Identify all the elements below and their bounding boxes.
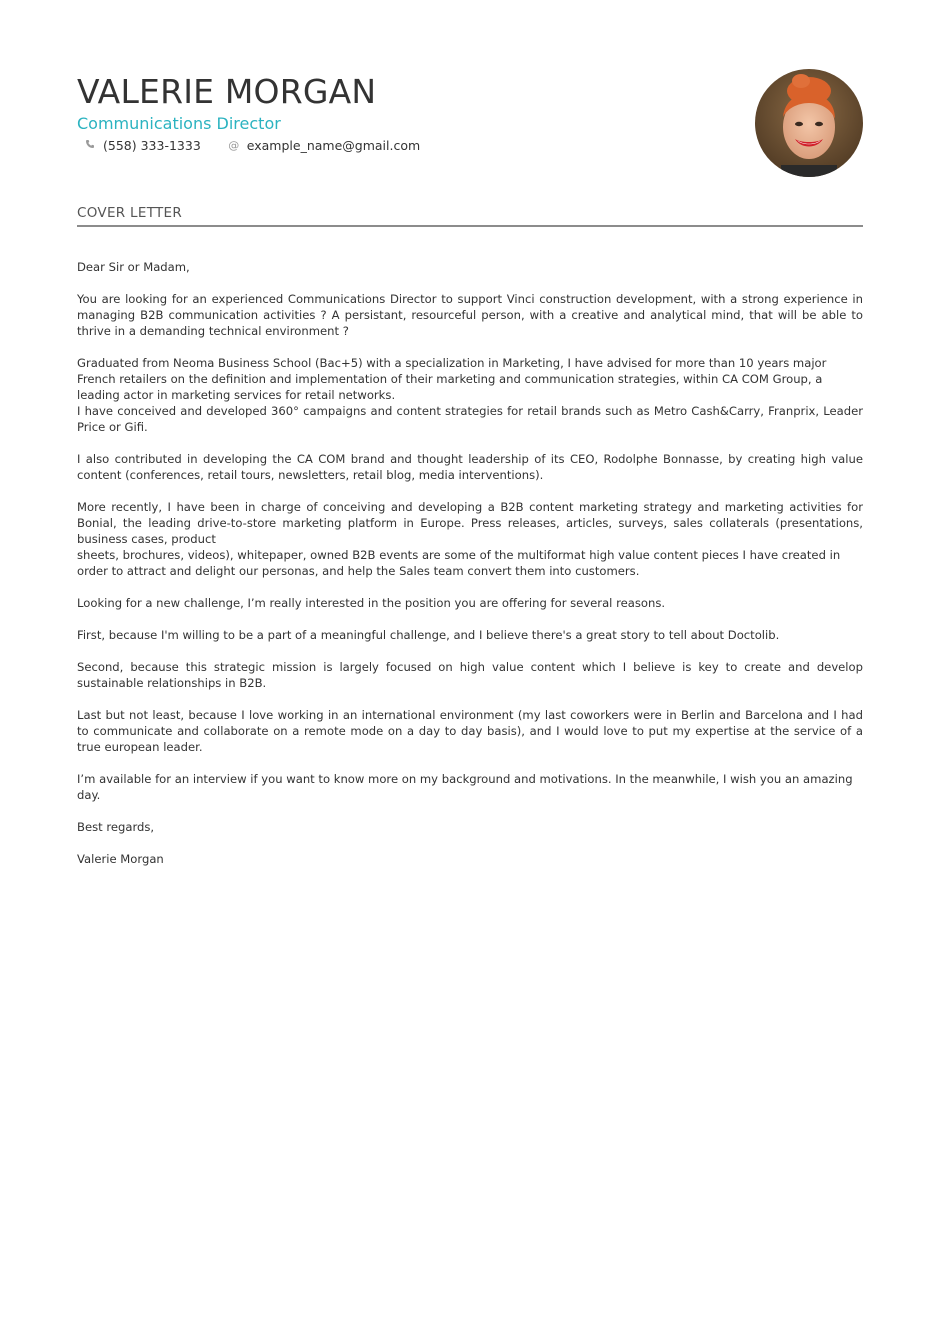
at-icon: @ [228, 139, 240, 152]
signature: Valerie Morgan [77, 852, 164, 866]
paragraph: More recently, I have been in charge of conceiving and developing a B2B content marketing strategy and marketing activities for Bonial, the leading drive-to-store marketing platform in Europe. Press releases, articles, surveys, sales collaterals (presentations, business cases, product [77, 500, 863, 546]
paragraph: Looking for a new challenge, I’m really interested in the position you are offering for several reasons. [77, 596, 666, 610]
header [77, 70, 440, 153]
job-title: Communications Director [77, 114, 281, 133]
paragraph: Last but not least, because I love working in an international environment (my last coworkers were in Berlin and Barcelona and I had to communicate and collaborate on a remote mode on a day to day basis), and I would love to put my expertise at the service of a true european leader. [77, 708, 863, 754]
paragraph: sheets, brochures, videos), whitepaper, owned B2B events are some of the multiformat high value content pieces I have created in order to attract and delight our personas, and help the Sales team convert them into customers. [77, 548, 841, 578]
paragraph: Graduated from Neoma Business School (Bac+5) with a specialization in Marketing, I have advised for more than 10 years major French retailers on the definition and implementation of their marketing and communication strategies, within CA COM Group, a leading actor in marketing services for retail networks. [77, 356, 827, 402]
email-contact [221, 138, 420, 153]
paragraph: I have conceived and developed 360° campaigns and content strategies for retail brands such as Metro Cash&Carry, Franprix, Leader Price or Gifi. [77, 404, 863, 434]
avatar [755, 69, 863, 177]
email-address[interactable]: example_name@gmail.com [246, 138, 421, 153]
closing: Best regards, [77, 820, 155, 834]
phone-number[interactable]: (558) 333-1333 [103, 138, 201, 153]
letter-body [77, 259, 863, 883]
contact-info [77, 138, 440, 153]
paragraph: You are looking for an experienced Communications Director to support Vinci construction development, with a strong experience in managing B2B communication activities ? A persistant, resourceful person, with a creative and analytical mind, that will be able to thrive in a demanding technical environment ? [77, 292, 863, 338]
paragraph: First, because I'm willing to be a part of a meaningful challenge, and I believe there's a great story to tell about Doctolib. [77, 628, 780, 642]
paragraph: Second, because this strategic mission is largely focused on high value content which I believe is key to create and develop sustainable relationships in B2B. [77, 660, 863, 690]
section-title: COVER LETTER [77, 205, 863, 227]
phone-icon [83, 139, 97, 152]
candidate-name: VALERIE MORGAN [77, 72, 377, 111]
paragraph: I also contributed in developing the CA COM brand and thought leadership of its CEO, Rodolphe Bonnasse, by creating high value content (conferences, retail tours, newsletters, retail blog, media interventions). [77, 452, 863, 482]
phone-contact [77, 138, 201, 153]
paragraph: I’m available for an interview if you want to know more on my background and motivations. In the meanwhile, I wish you an amazing day. [77, 772, 853, 802]
salutation: Dear Sir or Madam, [77, 260, 190, 274]
